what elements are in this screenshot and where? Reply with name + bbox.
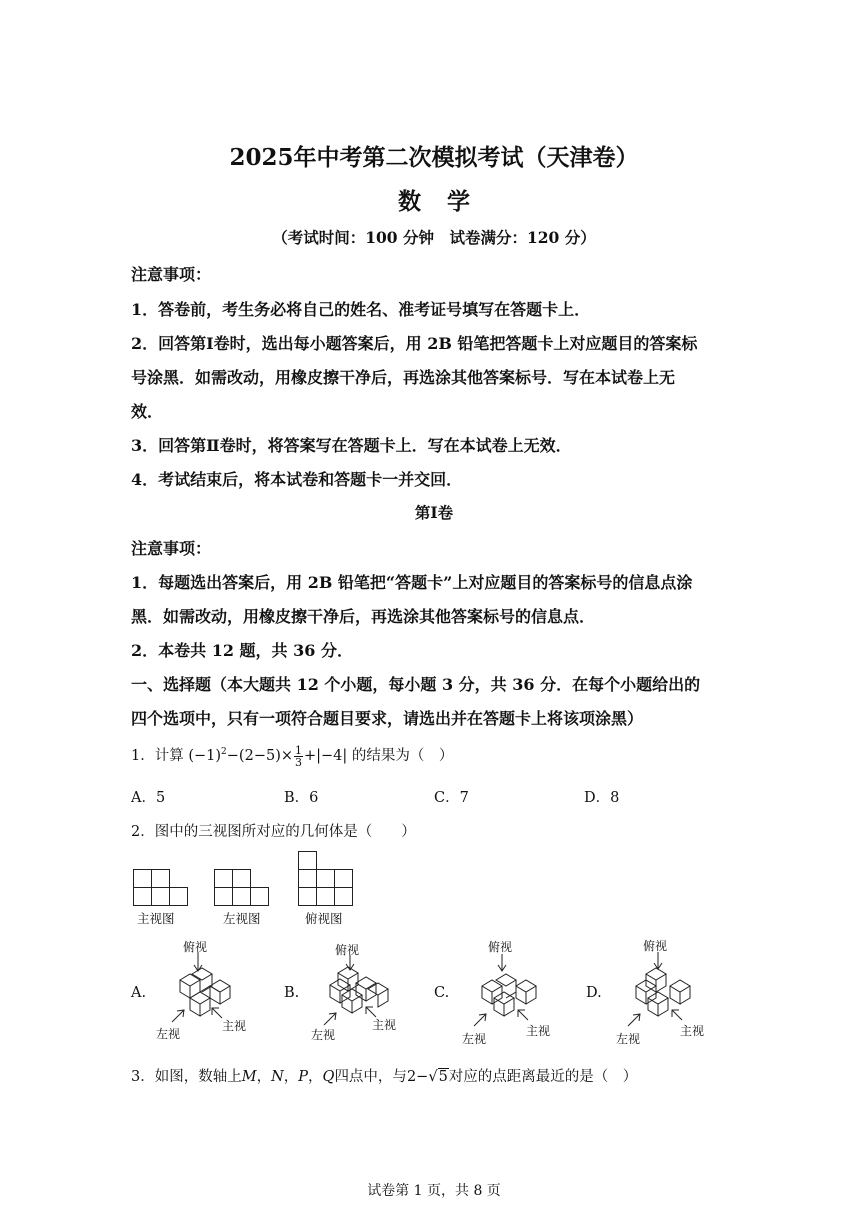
fig-c-cubes: [462, 952, 552, 1032]
top-view-label: 俯视图: [305, 911, 343, 926]
q1-frac-num: 1: [295, 743, 302, 757]
q1-fraction: [294, 745, 303, 768]
volume-title: 第Ⅰ卷: [414, 503, 454, 522]
fig-c-left-label: 左视: [462, 1032, 487, 1046]
q1-option-b[interactable]: B．6: [284, 790, 319, 806]
left-view-label: 左视图: [223, 911, 261, 926]
q1-suffix: 的结果为（ ）: [351, 748, 454, 764]
q2-option-d[interactable]: D.: [586, 985, 602, 1001]
q3-point-m: M: [241, 1069, 257, 1085]
page-footer: 试卷第 1 页，共 8 页: [367, 1183, 501, 1199]
section-heading: 一、选择题（本大题共 12 个小题，每小题 3 分，共 36 分．在每个小题给出的: [131, 675, 701, 694]
fig-c-front-label: 主视: [526, 1024, 551, 1038]
fig-b-left-label: 左视: [311, 1028, 336, 1042]
notice-item: 1．答卷前，考生务必将自己的姓名、准考证号填写在答题卡上．: [131, 300, 591, 319]
notice-item: 4．考试结束后，将本试卷和答题卡一并交回．: [131, 470, 463, 489]
q3-prefix: 3．如图，数轴上: [131, 1069, 242, 1085]
q3-suffix: 对应的点距离最近的是（ ）: [448, 1069, 638, 1085]
exam-time-info: （考试时间：100 分钟 试卷满分：120 分）: [272, 228, 596, 247]
q3-point-q: Q: [322, 1069, 335, 1085]
fig-d-cubes: [616, 950, 706, 1030]
fig-b-cubes: [312, 953, 402, 1033]
top-view-figure: [297, 849, 355, 907]
left-view-figure: [213, 866, 271, 906]
q3-mid: 四点中，与: [334, 1069, 407, 1085]
q3-expr-num: 2−: [406, 1069, 429, 1085]
q1-expr-b: −(2−5)×: [226, 748, 293, 764]
fig-d-left-label: 左视: [616, 1032, 641, 1046]
q1-option-a[interactable]: A．5: [131, 790, 166, 806]
q2-option-c[interactable]: C.: [434, 985, 450, 1001]
notice-item: 2．本卷共 12 题，共 36 分．: [131, 641, 353, 660]
q2-option-a[interactable]: A.: [131, 985, 147, 1001]
fig-c-top-label: 俯视: [488, 940, 513, 954]
q1-prefix: 1．计算: [131, 748, 184, 764]
front-view-figure: [132, 866, 190, 906]
fig-a-top-label: 俯视: [183, 940, 208, 954]
subject-title: 数学: [398, 188, 496, 215]
q1-exponent: 2: [221, 747, 227, 758]
q1-expr-a: (−1): [188, 748, 222, 764]
section-heading: 四个选项中，只有一项符合题目要求，请选出并在答题卡上将该项涂黑）: [131, 709, 644, 728]
fig-a-cubes: [160, 950, 250, 1030]
q2-option-b[interactable]: B.: [284, 985, 300, 1001]
notice-heading: 注意事项：: [131, 265, 212, 284]
q1-option-c[interactable]: C．7: [434, 790, 469, 806]
fig-d-front-label: 主视: [680, 1024, 705, 1038]
fig-d-top-label: 俯视: [643, 939, 668, 953]
q1-frac-den: 3: [295, 755, 302, 769]
notice-item: 号涂黑．如需改动，用橡皮擦干净后，再选涂其他答案标号．写在本试卷上无: [131, 368, 676, 387]
q3-expr-sqrt: 5: [438, 1069, 448, 1085]
q1-option-d[interactable]: D．8: [584, 790, 620, 806]
fig-a-left-label: 左视: [156, 1027, 181, 1041]
fig-a-front-label: 主视: [222, 1019, 247, 1033]
notice-item: 3．回答第Ⅱ卷时，将答案写在答题卡上．写在本试卷上无效．: [131, 436, 572, 455]
q1-expr-c: +|−4|: [304, 748, 348, 764]
notice-item: 效．: [131, 402, 164, 421]
notice-item: 2．回答第Ⅰ卷时，选出每小题答案后，用 2B 铅笔把答题卡上对应题目的答案标: [131, 334, 698, 353]
question-3: 3．如图，数轴上M，N，P，Q四点中，与2−√5对应的点距离最近的是（ ）: [131, 1069, 638, 1085]
notice-item: 黑．如需改动，用橡皮擦干净后，再选涂其他答案标号的信息点．: [131, 607, 596, 626]
fig-b-front-label: 主视: [372, 1018, 397, 1032]
front-view-label: 主视图: [137, 911, 175, 926]
question-1: [131, 744, 453, 768]
exam-title: 2025年中考第二次模拟考试（天津卷）: [229, 144, 639, 171]
question-2: 2．图中的三视图所对应的几何体是（ ）: [131, 824, 416, 840]
q3-point-n: N: [271, 1069, 284, 1085]
notice-heading: 注意事项：: [131, 539, 212, 558]
fig-b-top-label: 俯视: [335, 943, 360, 957]
q3-point-p: P: [298, 1069, 309, 1085]
notice-item: 1．每题选出答案后，用 2B 铅笔把“答题卡”上对应题目的答案标号的信息点涂: [131, 573, 693, 592]
